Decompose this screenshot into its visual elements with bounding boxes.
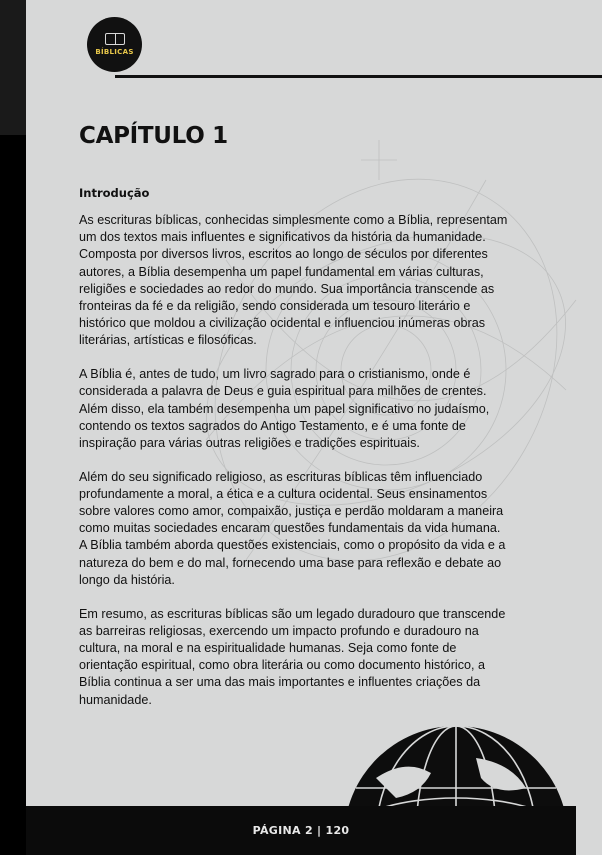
section-heading: Introdução xyxy=(79,186,150,200)
brand-logo xyxy=(87,17,142,72)
paragraph: Em resumo, as escrituras bíblicas são um legado duradouro que transcende as barreiras religiosas, exercendo um impacto profundo e duradouro na cultura, na moral e na espiritualidade humanas. Seja como fonte de orientação espiritual, como obra literária ou como documento histórico, a Bíblia continua a ser uma das mais importantes e influentes criações da humanidade. xyxy=(79,606,506,707)
document-page xyxy=(26,0,602,806)
brand-logo-text: BÍBLICAS xyxy=(95,48,134,56)
body-text xyxy=(79,212,509,725)
page-number: PÁGINA 2 | 120 xyxy=(252,824,350,837)
left-margin-strip-top xyxy=(0,0,26,135)
paragraph: As escrituras bíblicas, conhecidas simplesmente como a Bíblia, representam um dos textos mais influentes e significativos da história da humanidade. Composta por diversos livros, escritos ao longo de séculos por diferentes autores, a Bíblia desempenha um papel fundamental em várias culturas, religiões e sociedades ao redor do mundo. Sua importância transcende as fronteiras da fé e da religião, sendo considerada um tesouro literário e histórico que moldou a civilização ocidental e influenciou inúmeras obras literárias, artísticas e filosóficas. xyxy=(79,213,508,348)
chapter-title: CAPÍTULO 1 xyxy=(79,123,228,149)
footer-right-gap xyxy=(576,806,602,855)
header-divider xyxy=(115,75,602,78)
paragraph: A Bíblia é, antes de tudo, um livro sagrado para o cristianismo, onde é considerada a palavra de Deus e guia espiritual para milhões de crentes. Além disso, ela também desempenha um papel significativo no judaísmo, contendo os textos sagrados do Antigo Testamento, e é uma fonte de inspiração para várias outras religiões e tradições espirituais. xyxy=(79,367,490,450)
open-book-icon xyxy=(105,33,125,45)
page-footer xyxy=(26,806,576,855)
paragraph: Além do seu significado religioso, as escrituras bíblicas têm influenciado profundamente a moral, a ética e a cultura ocidental. Seus ensinamentos sobre valores como amor, compaixão, justiça e perdão moldaram a maneira como muitas sociedades encaram questões fundamentais da vida humana. A Bíblia também aborda questões existenciais, como o propósito da vida e a natureza do bem e do mal, fornecendo uma base para reflexão e debate ao longo da história. xyxy=(79,469,506,587)
globe-decoration xyxy=(336,718,576,806)
